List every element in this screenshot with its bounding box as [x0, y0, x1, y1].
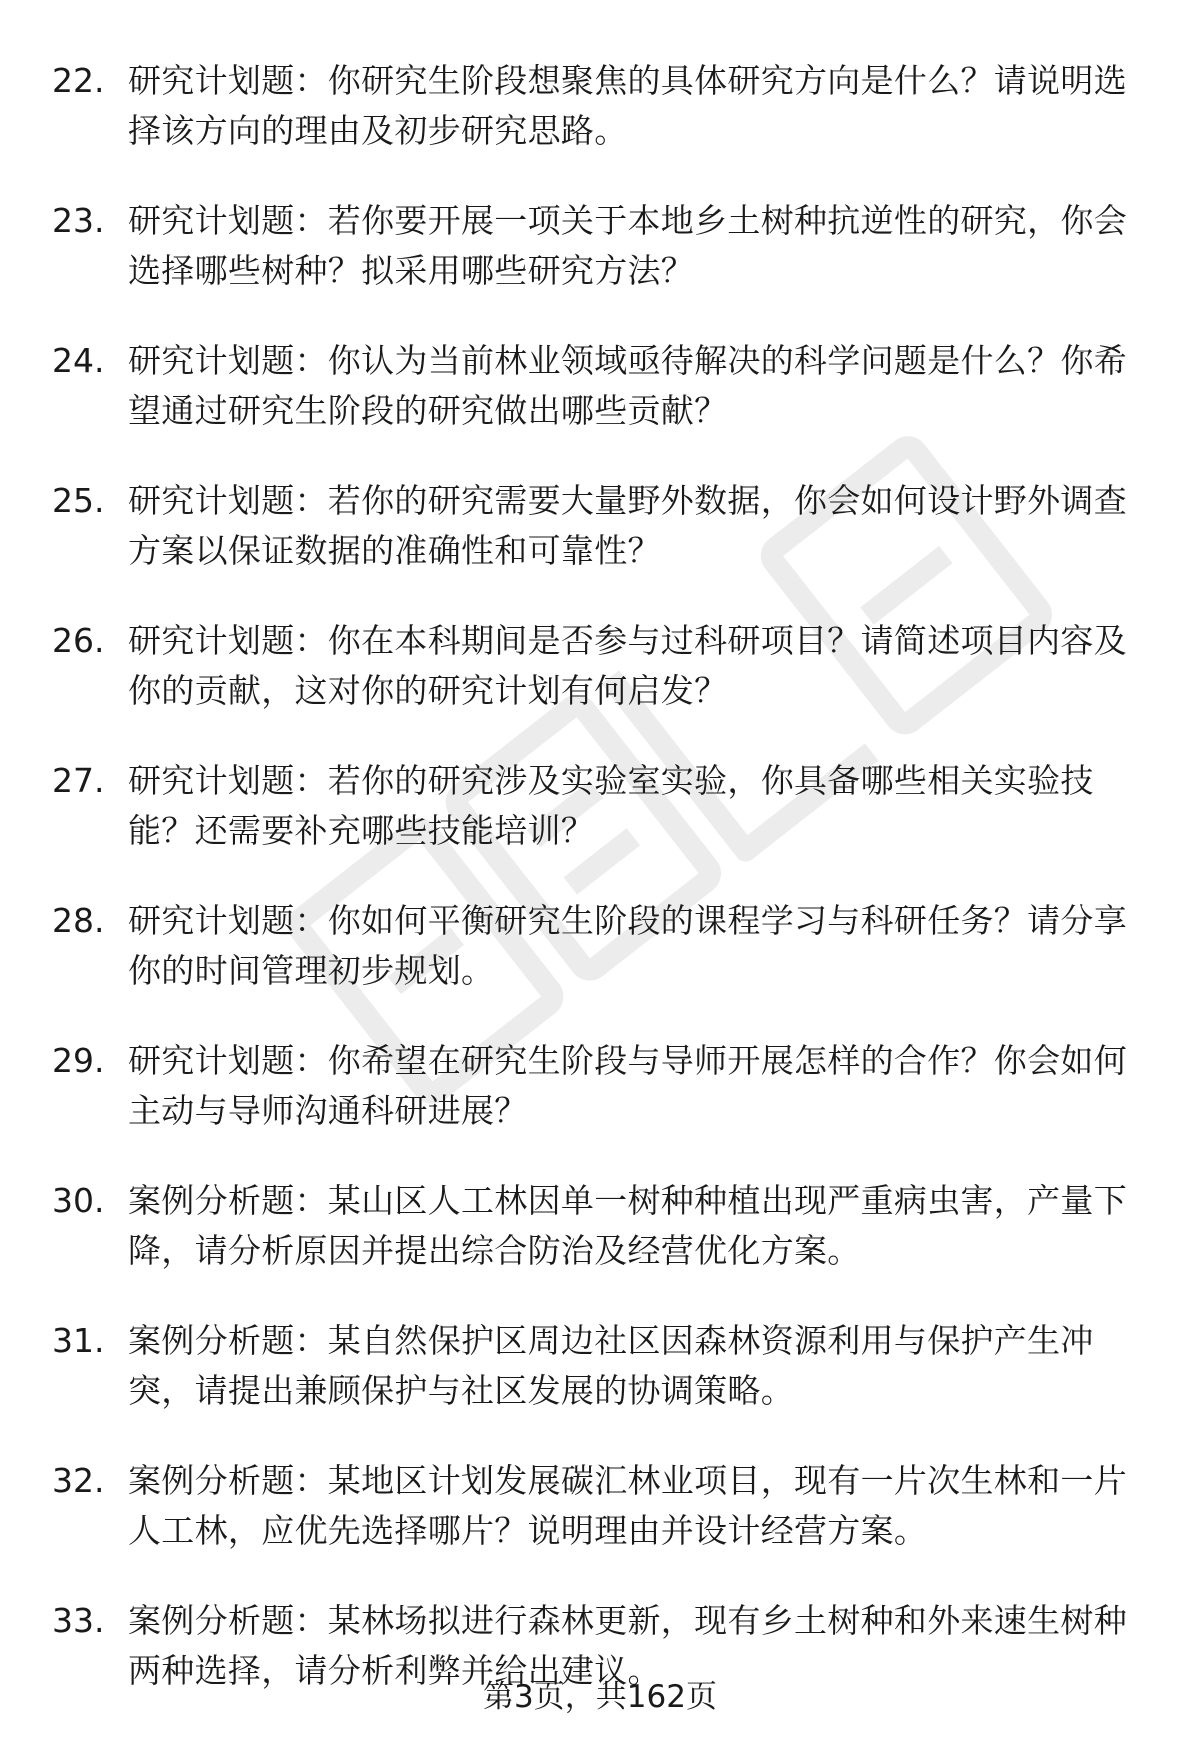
question-number: 23. [52, 201, 105, 240]
question-number: 27. [52, 761, 105, 800]
question-item [0, 1316, 1200, 1456]
question-item [0, 756, 1200, 896]
question-number: 26. [52, 621, 105, 660]
question-text: 研究计划题：若你要开展一项关于本地乡土树种抗逆性的研究，你会选择哪些树种？拟采用哪些研究方法？ [128, 201, 1127, 290]
question-item [0, 1176, 1200, 1316]
question-item [0, 476, 1200, 616]
question-item [0, 1456, 1200, 1596]
question-list [0, 56, 1200, 1736]
question-number: 28. [52, 901, 105, 940]
question-text: 案例分析题：某山区人工林因单一树种种植出现严重病虫害，产量下降，请分析原因并提出综合防治及经营优化方案。 [128, 1181, 1127, 1270]
question-item [0, 1036, 1200, 1176]
question-item [0, 56, 1200, 196]
question-text: 研究计划题：若你的研究涉及实验室实验，你具备哪些相关实验技能？还需要补充哪些技能培训？ [128, 761, 1094, 850]
question-item [0, 336, 1200, 476]
question-text: 研究计划题：你在本科期间是否参与过科研项目？请简述项目内容及你的贡献，这对你的研究计划有何启发？ [128, 621, 1127, 710]
question-number: 25. [52, 481, 105, 520]
page-number-footer: 第3页，共162页 [483, 1679, 717, 1715]
question-text: 研究计划题：你希望在研究生阶段与导师开展怎样的合作？你会如何主动与导师沟通科研进展？ [128, 1041, 1127, 1130]
question-number: 24. [52, 341, 105, 380]
question-number: 32. [52, 1461, 105, 1500]
question-number: 33. [52, 1601, 105, 1640]
question-item [0, 196, 1200, 336]
question-number: 29. [52, 1041, 105, 1080]
question-item [0, 616, 1200, 756]
question-text: 案例分析题：某自然保护区周边社区因森林资源利用与保护产生冲突，请提出兼顾保护与社区发展的协调策略。 [128, 1321, 1094, 1410]
question-text: 研究计划题：你研究生阶段想聚焦的具体研究方向是什么？请说明选择该方向的理由及初步研究思路。 [128, 61, 1127, 150]
question-text: 研究计划题：若你的研究需要大量野外数据，你会如何设计野外调查方案以保证数据的准确性和可靠性？ [128, 481, 1127, 570]
question-text: 研究计划题：你认为当前林业领域亟待解决的科学问题是什么？你希望通过研究生阶段的研究做出哪些贡献？ [128, 341, 1127, 430]
question-text: 案例分析题：某林场拟进行森林更新，现有乡土树种和外来速生树种两种选择，请分析利弊并给出建议。 [128, 1601, 1127, 1690]
question-number: 31. [52, 1321, 105, 1360]
question-number: 30. [52, 1181, 105, 1220]
question-number: 22. [52, 61, 105, 100]
question-text: 研究计划题：你如何平衡研究生阶段的课程学习与科研任务？请分享你的时间管理初步规划。 [128, 901, 1127, 990]
question-text: 案例分析题：某地区计划发展碳汇林业项目，现有一片次生林和一片人工林，应优先选择哪片？说明理由并设计经营方案。 [128, 1461, 1127, 1550]
question-item [0, 896, 1200, 1036]
